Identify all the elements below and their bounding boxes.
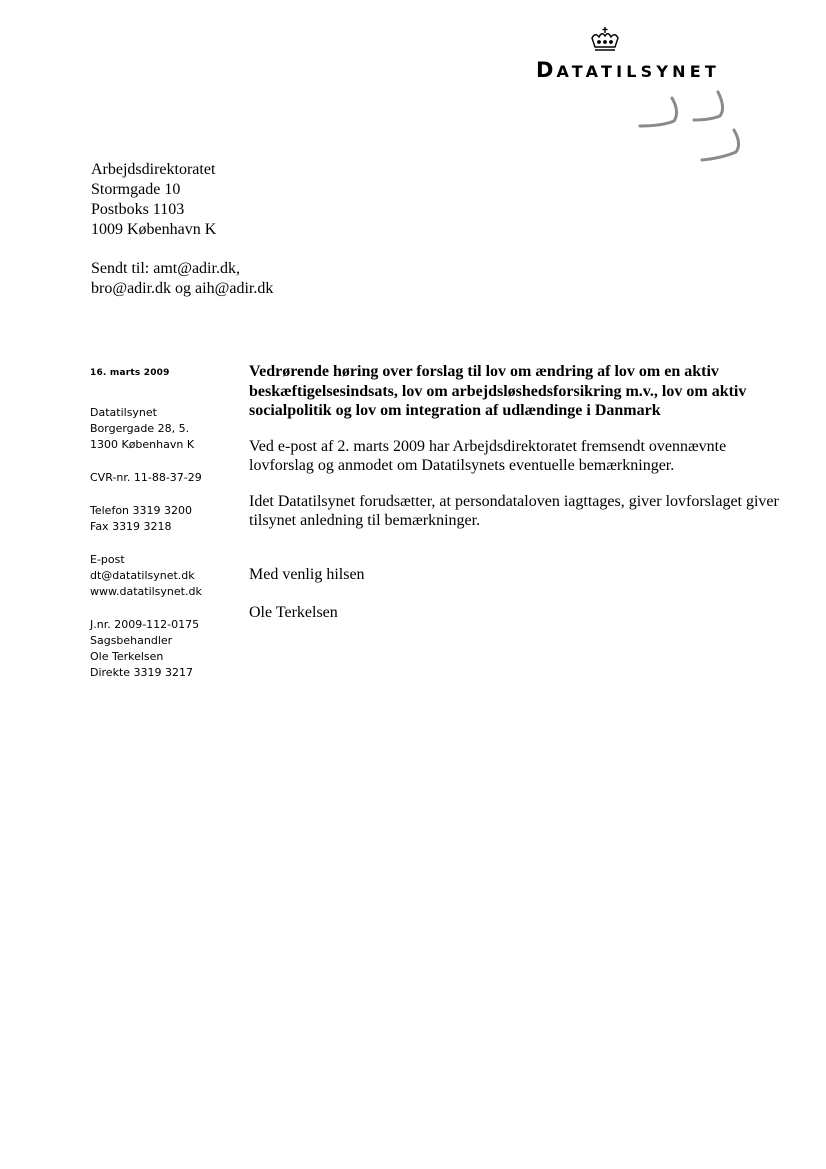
sidebar-line: Telefon 3319 3200: [90, 504, 192, 517]
letter-greeting: Med venlig hilsen: [249, 565, 365, 583]
letter-subject: Vedrørende høring over forslag til lov om ændring af lov om en aktiv beskæftigelsesindsats, lov om arbejdsløshedsforsikring m.v., lov om aktiv socialpolitik og lov om integration af udlændinge i Danmark: [249, 363, 747, 419]
sidebar-line: Sagsbehandler: [90, 634, 173, 647]
sent-to: [91, 259, 273, 299]
letter-date: 16. marts 2009: [90, 368, 170, 378]
recipient-address: [91, 160, 216, 240]
sidebar-line: J.nr. 2009-112-0175: [90, 618, 200, 631]
crown-icon: [588, 26, 622, 54]
sidebar-line: Fax 3319 3218: [90, 520, 172, 533]
email-block: [90, 552, 240, 600]
letter-paragraph: Ved e-post af 2. marts 2009 har Arbejdsdirektoratet fremsendt ovennævnte lovforslag og anmodet om Datatilsynets eventuelle bemærkninger.: [249, 437, 727, 474]
sidebar-line: Borgergade 28, 5.: [90, 422, 190, 435]
sidebar-line: E-post: [90, 553, 125, 566]
handwritten-mark-icon: [636, 86, 748, 170]
sidebar-line: Ole Terkelsen: [90, 650, 164, 663]
sender-address: [90, 405, 240, 453]
sent-to-line: bro@adir.dk og aih@adir.dk: [91, 280, 274, 297]
phone-block: [90, 503, 240, 535]
recipient-line: Postboks 1103: [91, 201, 185, 218]
letter-paragraph: Idet Datatilsynet forudsætter, at persondataloven iagttages, giver lovforslaget giver tilsynet anledning til bemærkninger.: [249, 492, 779, 529]
letter-signature: Ole Terkelsen: [249, 604, 338, 621]
recipient-line: Stormgade 10: [91, 181, 181, 198]
sidebar-line: 1300 København K: [90, 438, 195, 451]
recipient-line: 1009 København K: [91, 221, 217, 238]
sidebar-line: CVR-nr. 11-88-37-29: [90, 471, 202, 484]
sidebar-line: dt@datatilsynet.dk: [90, 569, 195, 582]
letter-body: [249, 362, 789, 639]
sender-sidebar: [90, 365, 240, 698]
recipient-line: Arbejdsdirektoratet: [91, 161, 216, 178]
sidebar-line: www.datatilsynet.dk: [90, 585, 202, 598]
sidebar-line: Direkte 3319 3217: [90, 666, 194, 679]
logo-wordmark: DATATILSYNET: [536, 58, 720, 82]
cvr-number: [90, 470, 240, 486]
sidebar-line: Datatilsynet: [90, 406, 157, 419]
sent-to-line: Sendt til: amt@adir.dk,: [91, 260, 240, 277]
case-block: [90, 617, 240, 681]
